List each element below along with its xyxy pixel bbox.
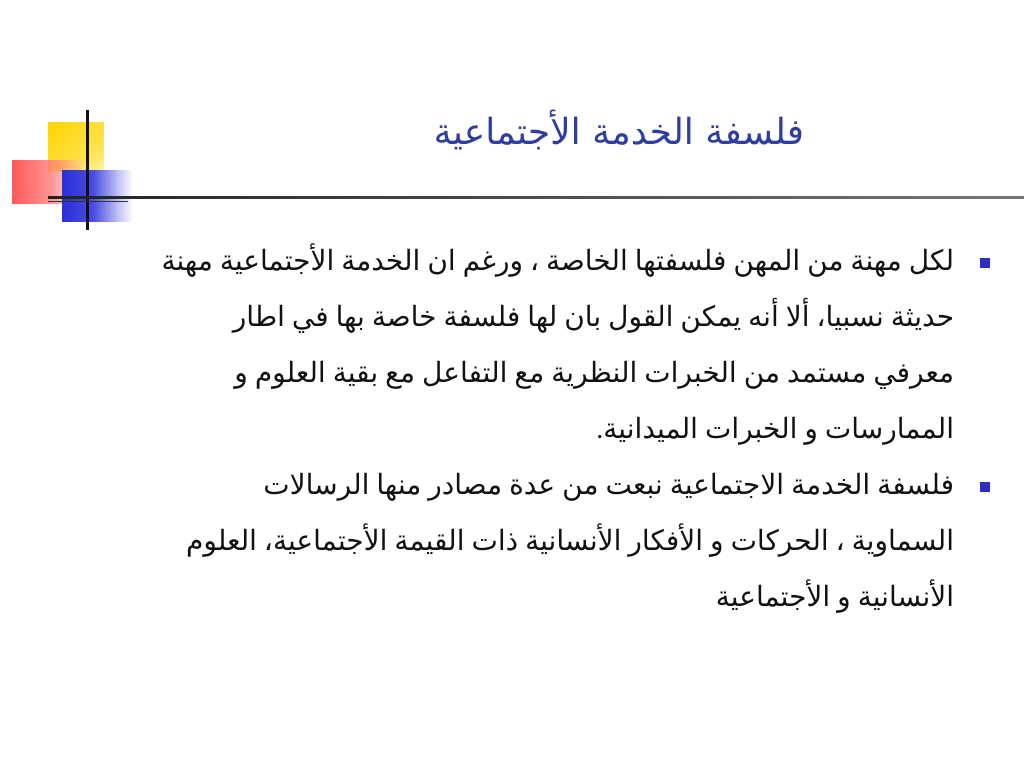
bullet-text: لكل مهنة من المهن فلسفتها الخاصة ، ورغم ان الخدمة الأجتماعية مهنة حديثة نسبيا، ألا أنه يمكن القول بان لها فلسفة خاصة بها في اطار معرفي مستمد من الخبرات النظرية مع التفاعل مع بقية العلوم و الممارسات و الخبرات الميدانية. bbox=[161, 246, 954, 445]
bullet-text: فلسفة الخدمة الاجتماعية نبعت من عدة مصادر منها الرسالات السماوية ، الحركات و الأفكار الأنسانية ذات القيمة الأجتماعية، العلوم الأنسانية و الأجتماعية bbox=[186, 470, 954, 613]
title-underline-rule bbox=[48, 196, 1024, 199]
vertical-rule bbox=[86, 110, 89, 230]
square-bullet-icon bbox=[980, 258, 990, 268]
title-underline-rule-secondary bbox=[48, 201, 128, 202]
bullet-item bbox=[160, 234, 990, 458]
slide-title: فلسفة الخدمة الأجتماعية bbox=[433, 112, 804, 153]
decorative-logo bbox=[0, 0, 160, 240]
square-bullet-icon bbox=[980, 482, 990, 492]
bullet-list bbox=[160, 234, 990, 626]
bullet-item bbox=[160, 458, 990, 626]
